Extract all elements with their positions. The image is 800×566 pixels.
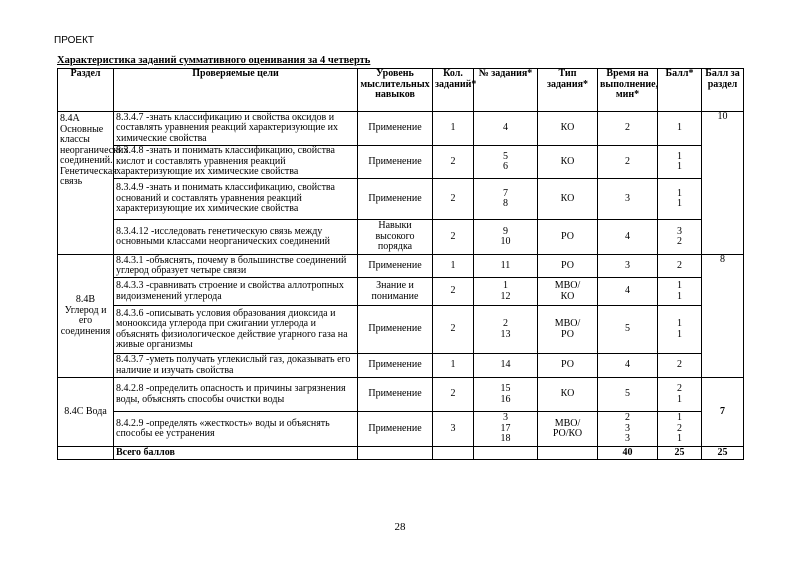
task-time: 5 xyxy=(598,306,658,354)
task-time: 5 xyxy=(598,378,658,412)
section-name: 8.4A Основные классы неорганических соединений. Генетическая связь xyxy=(58,112,114,255)
task-number: 7 8 xyxy=(474,179,538,220)
task-score: 2 1 xyxy=(658,378,702,412)
column-header: Балл* xyxy=(658,69,702,112)
empty-cell xyxy=(474,447,538,460)
task-number: 3 17 18 xyxy=(474,412,538,447)
task-time: 4 xyxy=(598,354,658,378)
table-row xyxy=(58,146,744,179)
task-count: 2 xyxy=(433,306,474,354)
learning-goal: 8.3.4.9 -знать и понимать классификацию, свойства оснований и составлять уравнения реакций характеризующие их химические свойства xyxy=(114,179,358,220)
task-count: 2 xyxy=(433,220,474,255)
table-row xyxy=(58,412,744,447)
task-count: 2 xyxy=(433,146,474,179)
learning-goal: 8.4.3.7 -уметь получать углекислый газ, доказывать его наличие и изучать свойства xyxy=(114,354,358,378)
table-row xyxy=(58,354,744,378)
section-total: 8 xyxy=(702,255,744,378)
column-header: Проверяемые цели xyxy=(114,69,358,112)
task-count: 3 xyxy=(433,412,474,447)
column-header: № задания* xyxy=(474,69,538,112)
task-type: РО xyxy=(538,255,598,278)
draft-label: ПРОЕКТ xyxy=(54,35,95,46)
thinking-level: Применение xyxy=(358,146,433,179)
learning-goal: 8.4.3.6 -описывать условия образования диоксида и монооксида углерода при сжигании углерода и объяснять физиологическое действие угарного газа на живые организмы xyxy=(114,306,358,354)
totals-label: Всего баллов xyxy=(114,447,358,460)
table-row xyxy=(58,378,744,412)
learning-goal: 8.3.4.12 -исследовать генетическую связь между основными классами неорганических соединений xyxy=(114,220,358,255)
task-count: 1 xyxy=(433,255,474,278)
task-count: 1 xyxy=(433,354,474,378)
table-row xyxy=(58,179,744,220)
thinking-level: Знание и понимание xyxy=(358,278,433,306)
column-header: Время на выполнение, мин* xyxy=(598,69,658,112)
task-score: 2 xyxy=(658,255,702,278)
task-type: МВО/ РО xyxy=(538,306,598,354)
section-total: 10 xyxy=(702,112,744,255)
task-time: 3 xyxy=(598,179,658,220)
page-number: 28 xyxy=(394,521,406,533)
empty-cell xyxy=(538,447,598,460)
task-type: КО xyxy=(538,378,598,412)
learning-goal: 8.3.4.8 -знать и понимать классификацию, свойства кислот и составлять уравнения реакций характеризующие их химические свойства xyxy=(114,146,358,179)
task-type: КО xyxy=(538,179,598,220)
thinking-level: Применение xyxy=(358,255,433,278)
task-number: 5 6 xyxy=(474,146,538,179)
task-number: 4 xyxy=(474,112,538,146)
thinking-level: Применение xyxy=(358,412,433,447)
task-number: 11 xyxy=(474,255,538,278)
task-time: 2 xyxy=(598,146,658,179)
thinking-level: Применение xyxy=(358,306,433,354)
task-type: КО xyxy=(538,146,598,179)
document-title: Характеристика заданий суммативного оценивания за 4 четверть xyxy=(57,55,371,66)
empty-cell xyxy=(358,447,433,460)
learning-goal: 8.3.4.7 -знать классификацию и свойства оксидов и составлять уравнения реакций характеризующие их химические свойства xyxy=(114,112,358,146)
section-name: 8.4C Вода xyxy=(58,378,114,447)
task-type: РО xyxy=(538,220,598,255)
task-number: 2 13 xyxy=(474,306,538,354)
totals-section: 25 xyxy=(702,447,744,460)
column-header: Уровень мыслительных навыков xyxy=(358,69,433,112)
task-number: 15 16 xyxy=(474,378,538,412)
table-row xyxy=(58,112,744,146)
thinking-level: Применение xyxy=(358,112,433,146)
learning-goal: 8.4.3.3 -сравнивать строение и свойства аллотропных видоизменений углерода xyxy=(114,278,358,306)
task-score: 1 2 1 xyxy=(658,412,702,447)
assessment-table xyxy=(57,68,744,460)
section-total: 7 xyxy=(702,378,744,447)
thinking-level: Применение xyxy=(358,378,433,412)
task-type: МВО/ РО/КО xyxy=(538,412,598,447)
table-header-row xyxy=(58,69,744,112)
task-count: 1 xyxy=(433,112,474,146)
table-row xyxy=(58,306,744,354)
column-header: Балл за раздел xyxy=(702,69,744,112)
totals-row xyxy=(58,447,744,460)
task-score: 1 1 xyxy=(658,306,702,354)
task-count: 2 xyxy=(433,179,474,220)
learning-goal: 8.4.3.1 -объяснять, почему в большинстве соединений углерод образует четыре связи xyxy=(114,255,358,278)
task-time: 4 xyxy=(598,220,658,255)
task-score: 1 1 xyxy=(658,146,702,179)
table-row xyxy=(58,220,744,255)
column-header: Кол. заданий* xyxy=(433,69,474,112)
task-score: 1 1 xyxy=(658,179,702,220)
task-score: 3 2 xyxy=(658,220,702,255)
thinking-level: Применение xyxy=(358,179,433,220)
task-time: 4 xyxy=(598,278,658,306)
task-time: 2 xyxy=(598,112,658,146)
task-type: РО xyxy=(538,354,598,378)
totals-score: 25 xyxy=(658,447,702,460)
learning-goal: 8.4.2.8 -определить опасность и причины загрязнения воды, объяснять способы очистки воды xyxy=(114,378,358,412)
task-type: МВО/ КО xyxy=(538,278,598,306)
empty-cell xyxy=(433,447,474,460)
section-name: 8.4B Углерод и его соединения xyxy=(58,255,114,378)
task-number: 14 xyxy=(474,354,538,378)
task-score: 2 xyxy=(658,354,702,378)
task-number: 1 12 xyxy=(474,278,538,306)
task-count: 2 xyxy=(433,378,474,412)
learning-goal: 8.4.2.9 -определять «жесткость» воды и объяснять способы ее устранения xyxy=(114,412,358,447)
totals-time: 40 xyxy=(598,447,658,460)
thinking-level: Применение xyxy=(358,354,433,378)
task-time: 3 xyxy=(598,255,658,278)
column-header: Тип задания* xyxy=(538,69,598,112)
task-count: 2 xyxy=(433,278,474,306)
table-row xyxy=(58,255,744,278)
task-time: 2 3 3 xyxy=(598,412,658,447)
empty-cell xyxy=(58,447,114,460)
table-row xyxy=(58,278,744,306)
thinking-level: Навыки высокого порядка xyxy=(358,220,433,255)
task-number: 9 10 xyxy=(474,220,538,255)
column-header: Раздел xyxy=(58,69,114,112)
task-type: КО xyxy=(538,112,598,146)
task-score: 1 xyxy=(658,112,702,146)
task-score: 1 1 xyxy=(658,278,702,306)
